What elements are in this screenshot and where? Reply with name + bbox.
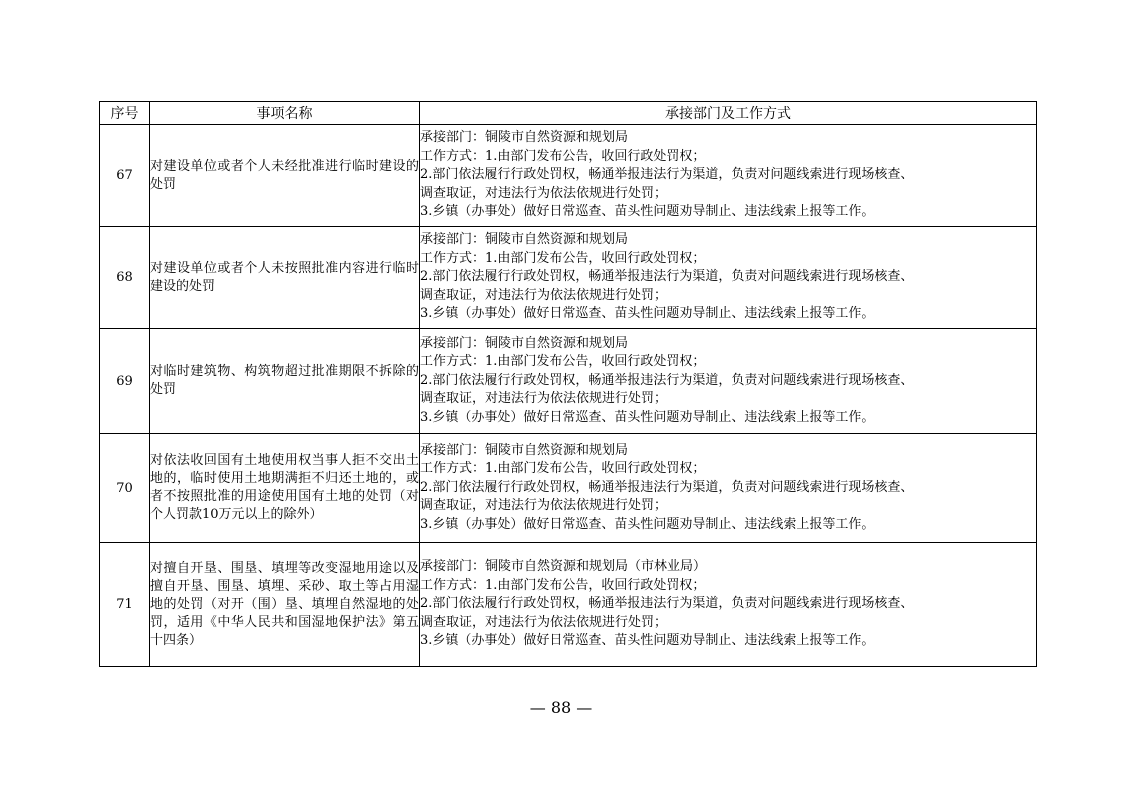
method-line: 2.部门依法履行行政处罚权，畅通举报违法行为渠道，负责对问题线索进行现场核查、 (420, 269, 914, 285)
item-name: 对依法收回国有土地使用权当事人拒不交出土地的，临时使用土地期满拒不归还土地的，或者不按照批准的用途使用国有土地的处罚（对个人罚款10万元以上的除外） (150, 434, 420, 543)
dept-method (420, 227, 1037, 329)
header-name: 事项名称 (150, 102, 420, 125)
row-number: 67 (100, 125, 150, 227)
table-row (100, 434, 1037, 543)
table-row (100, 329, 1037, 434)
dept-line: 承接部门：铜陵市自然资源和规划局 (420, 130, 629, 146)
method-line: 3.乡镇（办事处）做好日常巡查、苗头性问题劝导制止、违法线索上报等工作。 (420, 633, 875, 649)
method-line: 调查取证，对违法行为依法依规进行处罚； (420, 287, 668, 303)
method-line: 3.乡镇（办事处）做好日常巡查、苗头性问题劝导制止、违法线索上报等工作。 (420, 409, 875, 425)
page-number: — 88 — (529, 698, 593, 717)
method-line: 工作方式：1.由部门发布公告，收回行政处罚权； (420, 577, 706, 593)
method-line: 工作方式：1.由部门发布公告，收回行政处罚权； (420, 148, 706, 164)
row-number: 68 (100, 227, 150, 329)
item-name: 对临时建筑物、构筑物超过批准期限不拆除的处罚 (150, 329, 420, 434)
table-row (100, 227, 1037, 329)
dept-method (420, 329, 1037, 434)
method-line: 3.乡镇（办事处）做好日常巡查、苗头性问题劝导制止、违法线索上报等工作。 (420, 204, 875, 220)
row-number: 70 (100, 434, 150, 543)
method-line: 工作方式：1.由部门发布公告，收回行政处罚权； (420, 461, 706, 477)
header-dept: 承接部门及工作方式 (420, 102, 1037, 125)
row-number: 69 (100, 329, 150, 434)
item-name: 对擅自开垦、围垦、填埋等改变湿地用途以及擅自开垦、围垦、填埋、采砂、取土等占用湿地的处罚（对开（围）垦、填埋自然湿地的处罚，适用《中华人民共和国湿地保护法》第五十四条） (150, 543, 420, 667)
method-line: 2.部门依法履行行政处罚权，畅通举报违法行为渠道，负责对问题线索进行现场核查、 (420, 167, 914, 183)
item-name: 对建设单位或者个人未经批准进行临时建设的处罚 (150, 125, 420, 227)
dept-line: 承接部门：铜陵市自然资源和规划局（市林业局） (420, 559, 707, 575)
method-line: 2.部门依法履行行政处罚权，畅通举报违法行为渠道，负责对问题线索进行现场核查、 (420, 479, 914, 495)
method-line: 2.部门依法履行行政处罚权，畅通举报违法行为渠道，负责对问题线索进行现场核查、 (420, 372, 914, 388)
method-line: 2.部门依法履行行政处罚权，畅通举报违法行为渠道，负责对问题线索进行现场核查、 (420, 596, 914, 612)
row-number: 71 (100, 543, 150, 667)
items-table (99, 101, 1037, 667)
method-line: 工作方式：1.由部门发布公告，收回行政处罚权； (420, 250, 706, 266)
method-line: 3.乡镇（办事处）做好日常巡查、苗头性问题劝导制止、违法线索上报等工作。 (420, 516, 875, 532)
method-line: 调查取证，对违法行为依法依规进行处罚； (420, 498, 668, 514)
method-line: 调查取证，对违法行为依法依规进行处罚； (420, 185, 668, 201)
dept-line: 承接部门：铜陵市自然资源和规划局 (420, 232, 629, 248)
dept-line: 承接部门：铜陵市自然资源和规划局 (420, 442, 629, 458)
dept-method (420, 125, 1037, 227)
header-no: 序号 (100, 102, 150, 125)
method-line: 调查取证，对违法行为依法依规进行处罚； (420, 391, 668, 407)
dept-line: 承接部门：铜陵市自然资源和规划局 (420, 335, 629, 351)
item-name: 对建设单位或者个人未按照批准内容进行临时建设的处罚 (150, 227, 420, 329)
method-line: 3.乡镇（办事处）做好日常巡查、苗头性问题劝导制止、违法线索上报等工作。 (420, 306, 875, 322)
dept-method (420, 543, 1037, 667)
table-header-row (100, 102, 1037, 125)
method-line: 工作方式：1.由部门发布公告，收回行政处罚权； (420, 354, 706, 370)
dept-method (420, 434, 1037, 543)
table-row (100, 125, 1037, 227)
table-row (100, 543, 1037, 667)
method-line: 调查取证，对违法行为依法依规进行处罚； (420, 614, 668, 630)
